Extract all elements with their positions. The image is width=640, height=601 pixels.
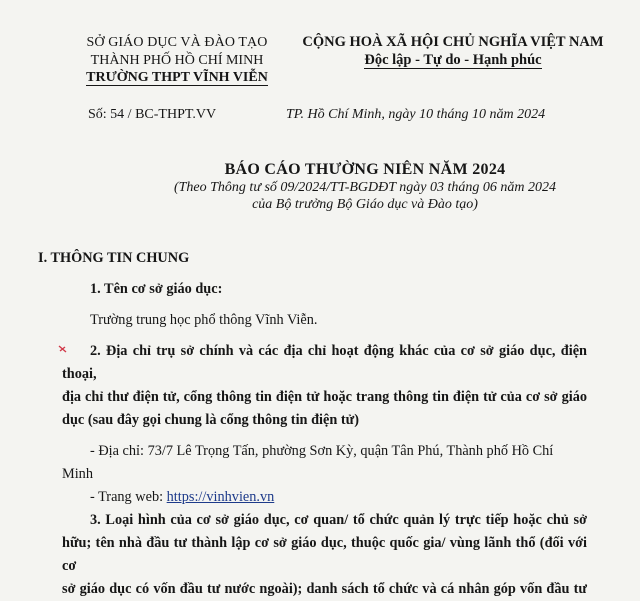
national-motto: Độc lập - Tự do - Hạnh phúc bbox=[364, 52, 542, 68]
address-line: - Địa chỉ: 73/7 Lê Trọng Tấn, phường Sơn Kỳ, quận Tân Phú, Thành phố Hồ Chí Minh bbox=[62, 443, 554, 482]
section-heading: I. THÔNG TIN CHUNG bbox=[38, 250, 190, 266]
item-3-line-2: hữu; tên nhà đầu tư thành lập cơ sở giáo dục, thuộc quốc gia/ vùng lãnh thổ (đối với cơ bbox=[62, 535, 587, 574]
document-body bbox=[38, 247, 587, 601]
document-date: TP. Hồ Chí Minh, ngày 10 tháng 10 năm 2024 bbox=[286, 107, 546, 122]
report-title: BÁO CÁO THƯỜNG NIÊN NĂM 2024 bbox=[224, 161, 506, 178]
report-subtitle-2: của Bộ trưởng Bộ Giáo dục và Đào tạo) bbox=[252, 197, 478, 212]
item-2-line-2: địa chỉ thư điện tử, cổng thông tin điện tử hoặc trang thông tin điện tử của cơ sở giáo bbox=[62, 389, 587, 405]
website-link[interactable]: https://vinhvien.vn bbox=[166, 489, 275, 505]
item-2-line-1: 2. Địa chỉ trụ sở chính và các địa chỉ hoạt động khác của cơ sở giáo dục, điện thoại, bbox=[62, 343, 587, 382]
report-subtitle-1: (Theo Thông tư số 09/2024/TT-BGDĐT ngày 03 tháng 06 năm 2024 bbox=[173, 180, 557, 195]
title-block bbox=[90, 160, 640, 213]
item-1-value: Trường trung học phổ thông Vĩnh Viễn. bbox=[90, 312, 318, 328]
item-3-line-3: sở giáo dục có vốn đầu tư nước ngoài); danh sách tổ chức và cá nhân góp vốn đầu tư bbox=[62, 581, 587, 597]
issuing-authority-block bbox=[62, 34, 292, 87]
item-3-line-1: 3. Loại hình của cơ sở giáo dục, cơ quan/ tổ chức quản lý trực tiếp hoặc chủ sở bbox=[90, 512, 587, 528]
department-name: SỞ GIÁO DỤC VÀ ĐÀO TẠO bbox=[86, 35, 268, 50]
school-name-text: TRƯỜNG THPT VĨNH VIỄN bbox=[86, 70, 268, 85]
national-header-block bbox=[268, 33, 638, 69]
item-2-line-3: dục (sau đây gọi chung là cổng thông tin điện tử) bbox=[62, 412, 359, 428]
document-number: Số: 54 / BC-THPT.VV bbox=[88, 107, 217, 122]
website-line bbox=[62, 486, 587, 509]
school-name bbox=[62, 69, 292, 87]
item-1-heading: 1. Tên cơ sở giáo dục: bbox=[90, 281, 223, 297]
city-name: THÀNH PHỐ HỒ CHÍ MINH bbox=[90, 52, 264, 68]
website-label: - Trang web: bbox=[90, 489, 167, 505]
national-title: CỘNG HOÀ XÃ HỘI CHỦ NGHĨA VIỆT NAM bbox=[302, 34, 604, 50]
